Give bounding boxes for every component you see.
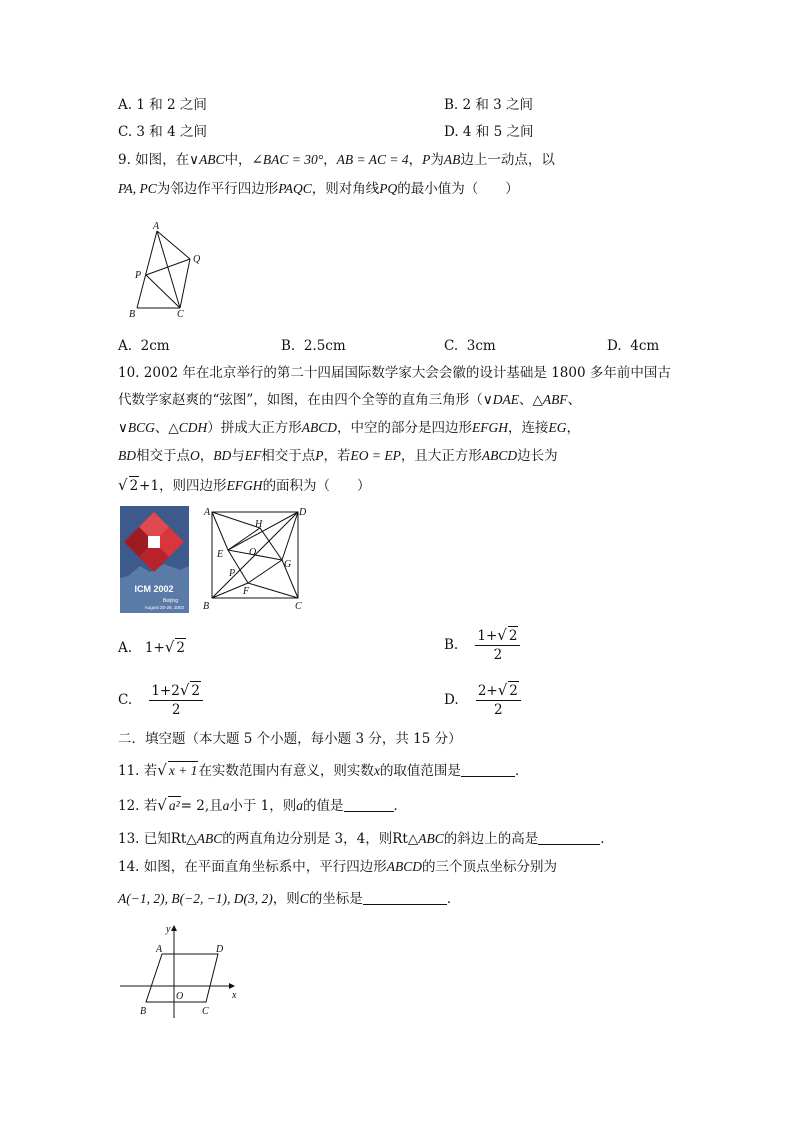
q8-option-b: B. 2 和 3 之间 [444,97,534,113]
q13-stem: 13. 已知Rt△ABC的两直角边分别是 3，4，则Rt△ABC的斜边上的高是 ． [118,831,614,847]
q10-square-figure [200,502,312,616]
q9-label-c: C [177,309,184,320]
q10-stem-line2: 代数学家赵爽的“弦图”，如图，在由四个全等的直角三角形（∨DAE、△ABF、 [118,392,582,408]
q14-label-c: C [202,1006,209,1017]
q9-option-b: B. 2.5cm [281,338,346,354]
q10-option-b: B. $\frac{1+√ 2}{2}$ [444,626,520,664]
logo-city: Beijing [162,598,178,604]
q14-label-x: x [232,990,237,1001]
q9-label-q: Q [193,254,201,265]
q10-option-d: D. $\frac{2+√ 2}{2}$ [444,681,521,719]
icm-2002-logo [120,506,189,613]
q14-coordinate-figure [116,922,246,1022]
q9-label-p: P [135,270,142,281]
q13-answer-blank [538,830,600,845]
q10-option-c: C. $\frac{1+2√ 2}{2}$ [118,681,203,719]
q10-label-a: A [204,507,211,518]
q9-stem-line2: PA, PC为邻边作平行四边形PAQC，则对角线PQ的最小值为（ ） [118,181,519,197]
q9-label-a: A [153,222,160,232]
q10-label-o: O [249,547,257,558]
q14-answer-blank [363,890,447,905]
q12-answer-blank [344,797,394,812]
q10-stem-line3: ∨BCG、△CDH）拼成大正方形ABCD，中空的部分是四边形EFGH，连接EG， [118,420,581,436]
q10-stem-line4: BD相交于点O，BD与EF相交于点P，若EO = EP，且大正方形ABCD边长为 [118,448,558,464]
q10-stem-line5: √ 2+1，则四边形EFGH的面积为（ ） [118,476,371,494]
q14-label-d: D [216,944,224,955]
q10-label-p: P [229,568,236,579]
q9-option-c: C. 3cm [444,338,496,354]
q10-label-h: H [255,519,263,530]
q11-stem: 11. 若√ x + 1在实数范围内有意义，则实数x的取值范围是 ． [118,761,529,779]
section-2-heading: 二．填空题（本大题 5 个小题，每小题 3 分，共 15 分） [118,731,462,747]
q10-label-b: B [203,601,210,612]
q9-option-a: A. 2cm [118,338,170,354]
q9-label-b: B [129,309,136,320]
q14-stem-line1: 14. 如图，在平面直角坐标系中，平行四边形ABCD的三个顶点坐标分别为 [118,859,558,875]
q10-stem-line1: 10. 2002 年在北京举行的第二十四届国际数学家大会会徽的设计基础是 1800 多年前中国古 [118,365,671,381]
q8-option-a: A. 1 和 2 之间 [118,97,207,113]
q10-option-a: A. 1+√ 2 [118,638,185,656]
q12-stem: 12. 若√ a²= 2,且a小于 1，则a的值是 ． [118,796,408,814]
q9-option-d: D. 4cm [607,338,660,354]
q10-label-g: G [284,559,292,570]
logo-date: August 20-28, 2002 [144,605,184,610]
q10-label-e: E [217,549,224,560]
q10-label-d: D [299,507,307,518]
q10-label-c: C [295,601,302,612]
q10-label-f: F [243,586,250,597]
q8-option-d: D. 4 和 5 之间 [444,124,534,140]
q14-label-b: B [140,1006,147,1017]
q11-answer-blank [461,762,515,777]
q14-label-a: A [156,944,163,955]
q14-stem-line2: A(−1, 2), B(−2, −1), D(3, 2)，则C的坐标是 ． [118,891,461,907]
q14-label-o: O [176,991,184,1002]
q8-option-c: C. 3 和 4 之间 [118,124,207,140]
q9-stem-line1: 9. 如图，在∨ABC中，∠BAC = 30°，AB = AC = 4，P为AB边上一动点，以 [118,152,555,168]
logo-title: ICM 2002 [134,584,174,594]
q14-label-y: y [166,924,171,935]
q9-parallelogram-figure [125,222,215,322]
